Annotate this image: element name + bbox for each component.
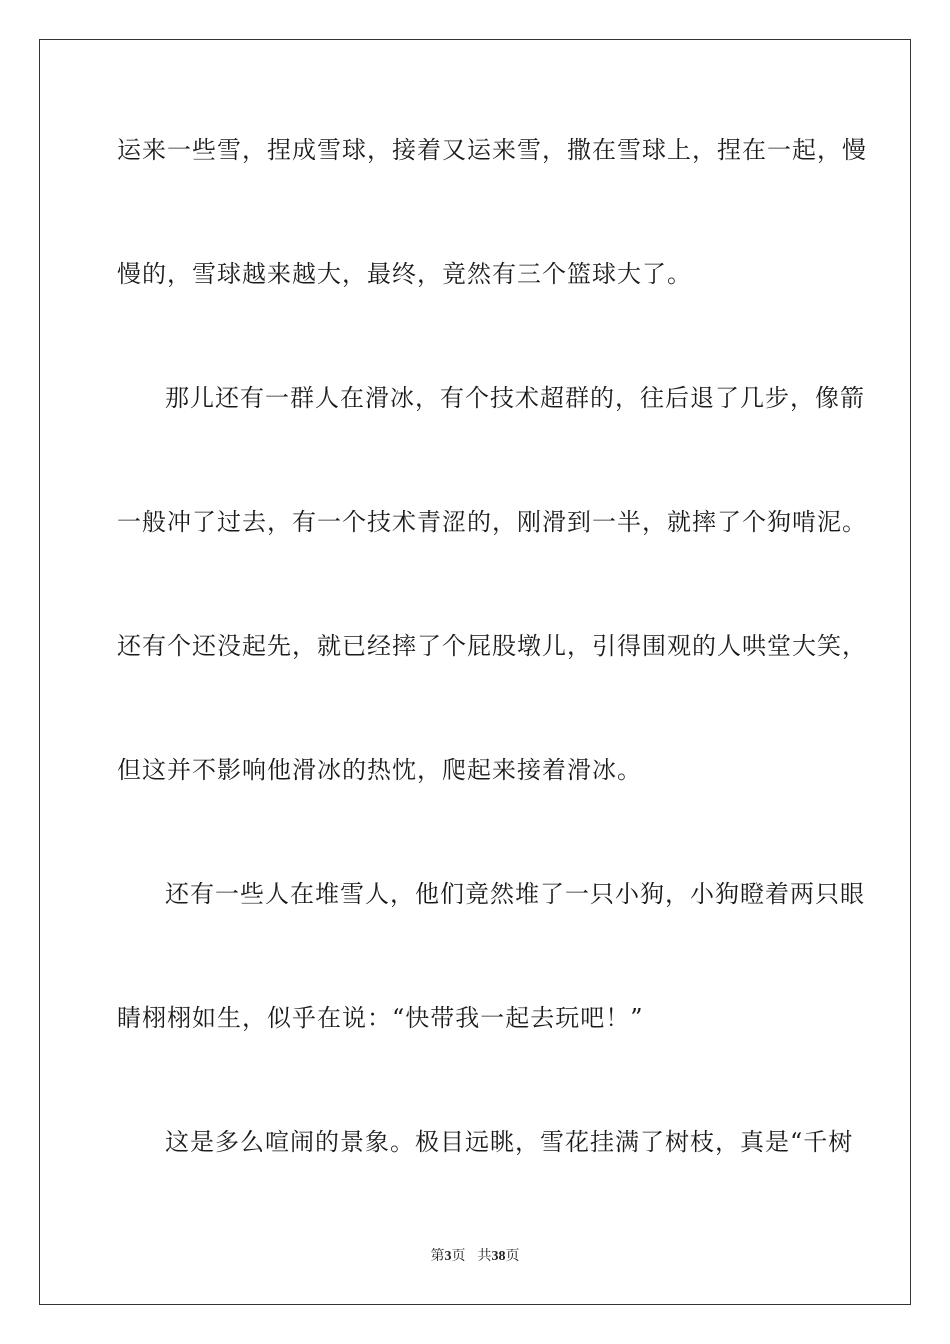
total-prefix: 共 — [477, 1248, 492, 1264]
paragraph-start-line: 这是多么喧闹的景象。极目远眺，雪花挂满了树枝，真是“千树 — [165, 1128, 854, 1156]
page-border — [39, 39, 911, 1305]
total-pages: 38 — [491, 1249, 506, 1264]
page-suffix: 页 — [451, 1248, 466, 1264]
text-line: 睛栩栩如生，似乎在说：“快带我一起去玩吧！” — [117, 1004, 644, 1032]
text-line: 一般冲了过去，有一个技术青涩的，刚滑到一半，就摔了个狗啃泥。 — [117, 508, 867, 536]
text-line: 运来一些雪，捏成雪球，接着又运来雪，撒在雪球上，捏在一起，慢 — [117, 136, 867, 164]
text-line: 慢的，雪球越来越大，最终，竟然有三个篮球大了。 — [117, 260, 692, 288]
text-line: 但这并不影响他滑冰的热忱，爬起来接着滑冰。 — [117, 756, 642, 784]
text-line: 还有个还没起先，就已经摔了个屁股墩儿，引得围观的人哄堂大笑， — [117, 632, 867, 660]
paragraph-start-line: 还有一些人在堆雪人，他们竟然堆了一只小狗，小狗瞪着两只眼 — [165, 880, 865, 908]
total-suffix: 页 — [505, 1248, 520, 1264]
page-prefix: 第 — [430, 1248, 445, 1264]
page-footer — [0, 1247, 950, 1266]
paragraph-start-line: 那儿还有一群人在滑冰，有个技术超群的，往后退了几步，像箭 — [165, 384, 865, 412]
page-number: 3 — [444, 1249, 452, 1264]
